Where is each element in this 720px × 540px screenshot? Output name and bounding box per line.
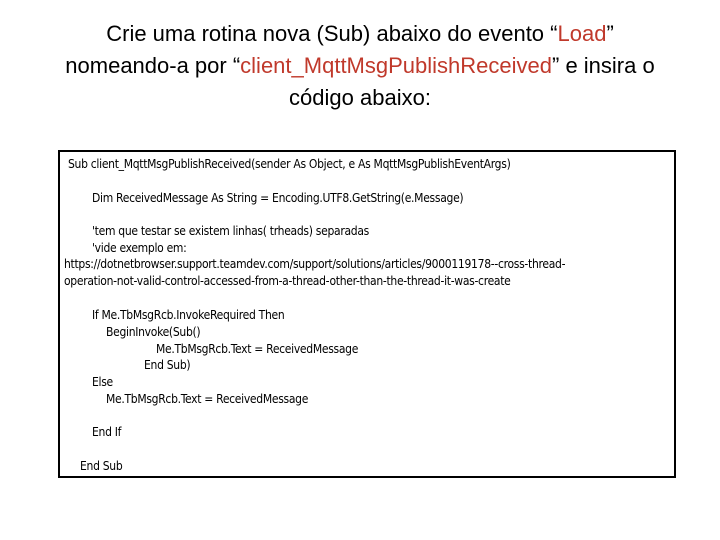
code-block — [58, 150, 676, 478]
code-line-begininvoke: BeginInvoke(Sub() — [106, 325, 201, 339]
code-line-end-sub-lambda: End Sub) — [144, 358, 191, 372]
title-text: nomeando-a por “ — [65, 53, 241, 78]
title-line-2 — [20, 50, 700, 82]
method-name: client_MqttMsgPublishReceived — [240, 53, 552, 78]
code-line-assign-1: Me.TbMsgRcb.Text = ReceivedMessage — [156, 342, 359, 356]
code-line-url-2: operation-not-valid-control-accessed-from-a-thread-other-than-the-thread-it-was-create — [64, 274, 511, 288]
title-line-3 — [20, 82, 700, 114]
code-line-else: Else — [92, 375, 113, 389]
code-line-end-if: End If — [92, 425, 122, 439]
slide-title — [20, 18, 700, 114]
code-line-comment-1: 'tem que testar se existem linhas( trheads) separadas — [92, 224, 369, 238]
code-line-url-1: https://dotnetbrowser.support.teamdev.com/support/solutions/articles/9000119178--cross-thread- — [64, 257, 566, 271]
title-text: Crie uma rotina nova (Sub) abaixo do evento “ — [106, 21, 558, 46]
title-text: código abaixo: — [289, 85, 431, 110]
code-line-dim: Dim ReceivedMessage As String = Encoding.UTF8.GetString(e.Message) — [92, 191, 464, 205]
load-keyword: Load — [557, 21, 607, 46]
title-line-1 — [20, 18, 700, 50]
code-line-end-sub: End Sub — [80, 459, 123, 473]
code-line-assign-2: Me.TbMsgRcb.Text = ReceivedMessage — [106, 392, 309, 406]
code-line-sub-declaration: Sub client_MqttMsgPublishReceived(sender As Object, e As MqttMsgPublishEventArgs) — [68, 157, 511, 171]
title-text: ” e insira o — [552, 53, 655, 78]
code-line-comment-2: 'vide exemplo em: — [92, 241, 187, 255]
code-line-if: If Me.TbMsgRcb.InvokeRequired Then — [92, 308, 285, 322]
title-text: ” — [606, 21, 614, 46]
